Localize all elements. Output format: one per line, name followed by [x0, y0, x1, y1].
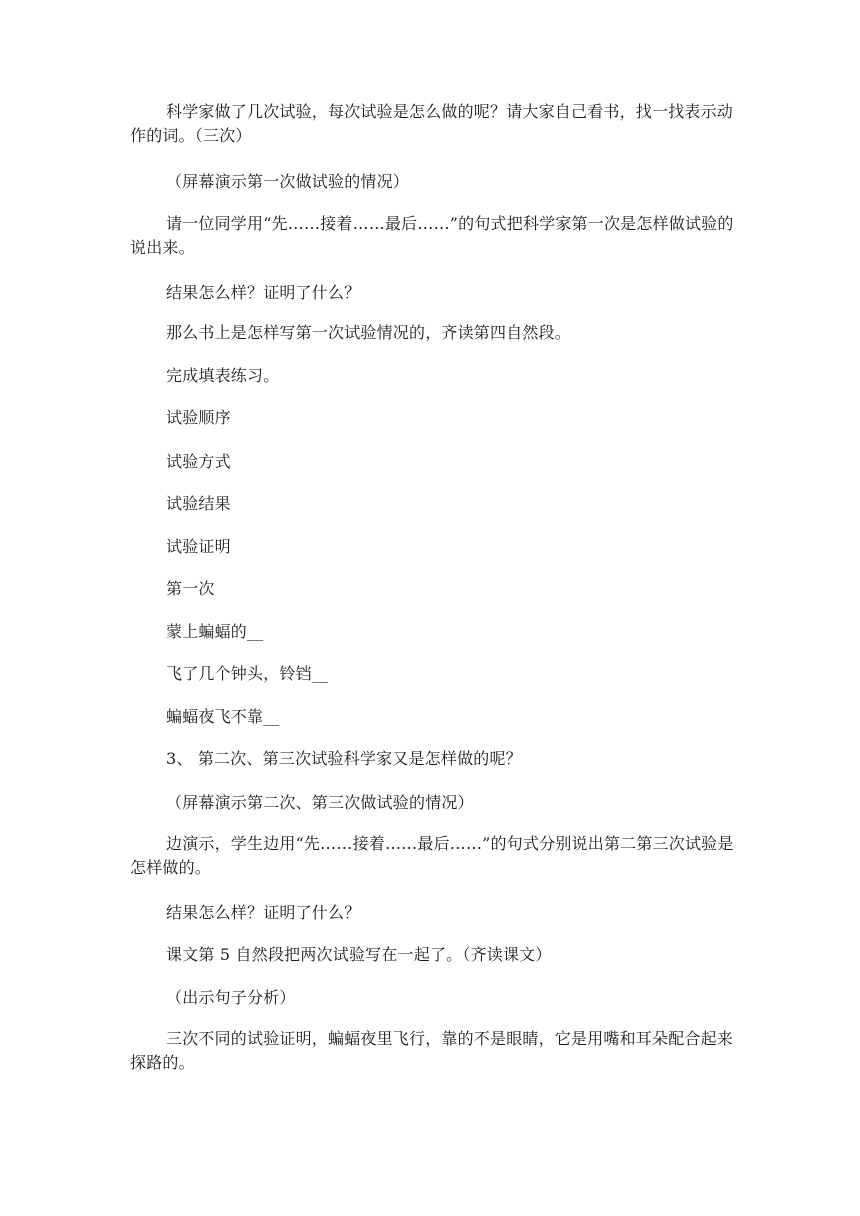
table-cell-first: 第一次 [166, 579, 215, 598]
paragraph-screen-demo-second-third: （屏幕演示第二次、第三次做试验的情况） [166, 793, 474, 812]
paragraph-conclusion: 三次不同的试验证明，蝙蝠夜里飞行，靠的不是眼睛，它是用嘴和耳朵配合起来探路的。 [130, 1029, 734, 1072]
paragraph-result-question-2: 结果怎么样？证明了什么？ [166, 903, 361, 922]
table-cell-proof: 试验证明 [166, 537, 231, 556]
paragraph-sentence-analysis: （出示句子分析） [166, 988, 296, 1007]
paragraph-second-third-question: 3、 第二次、第三次试验科学家又是怎样做的呢？ [166, 749, 522, 768]
paragraph-student-describe-second-third: 边演示，学生边用“先……接着……最后……”的句式分别说出第二第三次试验是怎样做的。 [130, 834, 734, 877]
table-cell-method: 试验方式 [166, 452, 231, 471]
paragraph-experiment-count: 科学家做了几次试验，每次试验是怎么做的呢？请大家自己看书，找一找表示动作的词。（三次） [130, 102, 734, 145]
paragraph-result-question-1: 结果怎么样？证明了什么？ [166, 283, 361, 302]
table-cell-not-rely: 蝙蝠夜飞不靠__ [166, 707, 280, 726]
table-cell-order: 试验顺序 [166, 408, 231, 427]
paragraph-fill-table: 完成填表练习。 [166, 366, 280, 385]
paragraph-student-describe-first: 请一位同学用“先……接着……最后……”的句式把科学家第一次是怎样做试验的说出来。 [130, 214, 734, 257]
table-cell-result: 试验结果 [166, 494, 231, 513]
table-cell-fly-hours: 飞了几个钟头，铃铛__ [166, 664, 329, 683]
paragraph-read-fourth: 那么书上是怎样写第一次试验情况的，齐读第四自然段。 [166, 323, 572, 342]
paragraph-fifth-section: 课文第 5 自然段把两次试验写在一起了。（齐读课文） [166, 945, 552, 964]
paragraph-screen-demo-first: （屏幕演示第一次做试验的情况） [166, 172, 410, 191]
table-cell-cover: 蒙上蝙蝠的__ [166, 622, 264, 641]
